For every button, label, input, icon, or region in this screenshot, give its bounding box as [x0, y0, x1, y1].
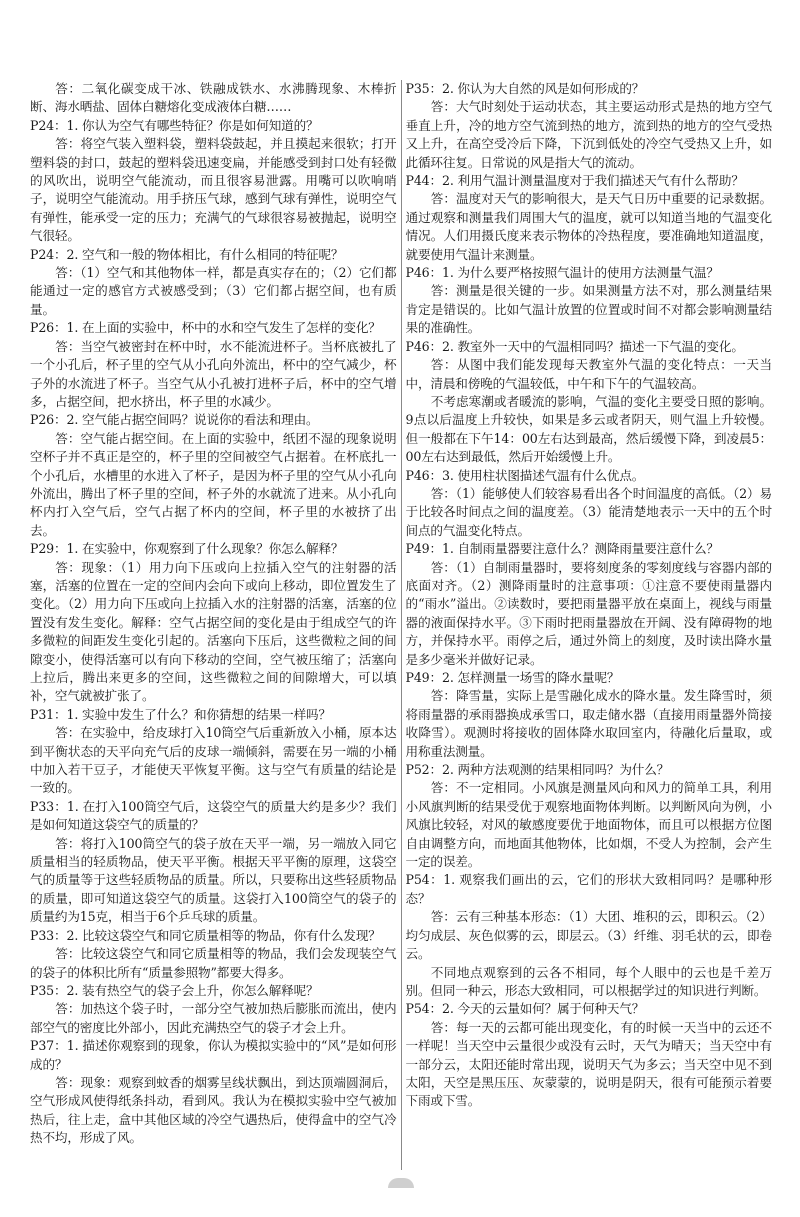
right-column: [402, 80, 773, 1170]
answer: 答：降雪量，实际上是雪融化成水的降水量。发生降雪时，须将雨量器的承雨器换成承雪口，取走储水器（直接用雨量器外筒接收降雪）。观测时将接收的固体降水取回室内，待融化后量取，或用称重法测量。: [405, 688, 772, 759]
answer: 答：空气能占据空间。在上面的实验中，纸团不湿的现象说明空杯子并不真正是空的，杯子里的空间被空气占据着。在杯底扎一个小孔后，水槽里的水进入了杯子，是因为杯子里的空气从小孔向外流出，腾出了杯子里的空间，杯子外的水就流了进来。从小孔向杯内打入空气后，空气占据了杯内的空间，杯子里的水被挤了出去。: [30, 430, 397, 538]
question: P35：2. 装有热空气的袋子会上升，你怎么解释呢？: [30, 982, 319, 998]
answer: 答：测量是很关键的一步。如果测量方法不对，那么测量结果肯定是错误的。比如气温计放置的位置或时间不对都会影响测量结果的准确性。: [405, 283, 772, 336]
question: P49：2. 怎样测量一场雪的降水量呢？: [405, 670, 620, 685]
answer: 答：将打入100筒空气的袋子放在天平一端，另一端放入同它质量相当的轻质物品，使天平平衡。根据天平平衡的原理，这袋空气的质量等于这些轻质物品的质量。所以，只要称出这些轻质物品的质量，即可知道这袋空气的质量。这袋打入100筒空气的袋子的质量约为15克，相当于6个乒乓球的质量。: [30, 835, 397, 925]
answer: 答：将空气装入塑料袋，塑料袋鼓起，并且摸起来很软；打开塑料袋的封口，鼓起的塑料袋迅速变扁，并能感受到封口处有轻微的风吹出，说明空气能流动，而且很容易泄露。用嘴可以吹响哨子，说明空气能流动。用手挤压气球，感到气球有弹性，说明空气有弹性，能承受一定的压力；充满气的气球很容易被抛起，说明空气很轻。: [30, 136, 397, 244]
question: P33：2. 比较这袋空气和同它质量相等的物品，你有什么发现？: [30, 927, 381, 943]
answer: 答：（1）自制雨量器时，要将刻度条的零刻度线与容器内部的底面对齐。（2）测降雨量时的注意事项：①注意不要使雨量器内的“雨水”溢出。②读数时，要把雨量器平放在桌面上，视线与雨量器的液面保持水平。③下雨时把雨量器放在开阔、没有障碍物的地方，并保持水平。雨停之后，通过外筒上的刻度，及时读出降水量是多少毫米并做好记录。: [405, 559, 772, 667]
answer: 答：加热这个袋子时，一部分空气被加热后膨胀而流出，使内部空气的密度比外部小，因此充满热空气的袋子才会上升。: [30, 1001, 397, 1035]
answer: 答：温度对天气的影响很大，是天气日历中重要的记录数据。通过观察和测量我们周围大气的温度，就可以知道当地的气温变化情况。人们用摄氏度来表示物体的冷热程度，要准确地知道温度，就要使用气温计来测量。: [405, 191, 772, 262]
question: P31：1. 实验中发生了什么？和你猜想的结果一样吗？: [30, 706, 331, 722]
answer: 答：比较这袋空气和同它质量相等的物品，我们会发现装空气的袋子的体积比所有“质量参照物”都要大得多。: [30, 946, 397, 980]
answer: 答：大气时刻处于运动状态，其主要运动形式是热的地方空气垂直上升，冷的地方空气流到热的地方，流到热的地方的空气受热又上升，在高空受冷后下降，下沉到低处的冷空气受热又上升，如此循环往复。日常说的风是指大气的流动。: [405, 99, 772, 170]
question: P54：1. 观察我们画出的云，它们的形状大致相同吗？是哪种形态？: [405, 872, 772, 906]
answer: 答：从图中我们能发现每天教室外气温的变化特点：一天当中，清晨和傍晚的气温较低，中午和下午的气温较高。: [405, 357, 772, 391]
question: P24：2. 空气和一般的物体相比，有什么相同的特征呢？: [30, 246, 344, 262]
page-marker: [388, 1178, 414, 1188]
answer-page: [30, 80, 772, 1170]
answer: 答：现象：（1）用力向下压或向上拉插入空气的注射器的活塞，活塞的位置在一定的空间内会向下或向上移动，即位置发生了变化。（2）用力向下压或向上拉插入水的注射器的活塞，活塞的位置没有发生变化。解释：空气占据空间的变化是由于组成空气的许多微粒的间距发生变化引起的。活塞向下压后，这些微粒之间的间隙变小，使得活塞可以有向下移动的空间，空气被压缩了；活塞向上拉后，腾出来更多的空间，这些微粒之间的间隙增大，可以填补，空气就被扩张了。: [30, 559, 397, 704]
question: P37：1. 描述你观察到的现象，你认为模拟实验中的“风”是如何形成的？: [30, 1038, 397, 1072]
answer: 答：（1）空气和其他物体一样，都是真实存在的；（2）它们都能通过一定的感官方式被感受到；（3）它们都占据空间，也有质量。: [30, 265, 397, 317]
answer: 答：现象：观察到蚊香的烟雾呈线状飘出，到达顶端圆洞后，空气形成风使得纸条抖动，看到风。我认为在模拟实验中空气被加热后，往上走，盒中其他区域的冷空气遇热后，使得盒中的空气冷热不均，形成了风。: [30, 1074, 397, 1146]
paragraph: 不同地点观察到的云各不相同，每个人眼中的云也是千差万别。但同一种云，形态大致相同，可以根据学过的知识进行判断。: [405, 964, 772, 998]
question: P26：1. 在上面的实验中，杯中的水和空气发生了怎样的变化？: [30, 320, 381, 336]
question: P44：2. 利用气温计测量温度对于我们描述天气有什么帮助？: [405, 173, 744, 189]
answer: 答：二氧化碳变成干冰、铁融成铁水、水沸腾现象、木棒折断、海水晒盐、固体白糖熔化变成液体白糖……: [30, 81, 397, 115]
question: P52：2. 两种方法观测的结果相同吗？为什么？: [405, 762, 670, 778]
question: P49：1. 自制雨量器要注意什么？测降雨量要注意什么？: [405, 541, 719, 557]
answer: 答：不一定相同。小风旗是测量风向和风力的简单工具，利用小风旗判断的结果受优于观察地面物体判断。以判断风向为例，小风旗比较轻，对风的敏感度要优于地面物体，而且可以根据方位图自由调整方向，而地面其他物体，比如烟，不受人为控制，会产生一定的误差。: [405, 780, 772, 870]
paragraph: 不考虑寒潮或者暖流的影响，气温的变化主要受日照的影响。9点以后温度上升较快，如果是多云或者阴天，则气温上升较慢。但一般都在下午14：00左右达到最高，然后缓慢下降，到凌晨5：00左右达到最低，然后开始缓慢上升。: [405, 393, 772, 465]
question: P26：2. 空气能占据空间吗？说说你的看法和理由。: [30, 412, 319, 428]
question: P33：1. 在打入100筒空气后，这袋空气的质量大约是多少？我们是如何知道这袋空气的质量的？: [30, 798, 397, 833]
answer: 答：当空气被密封在杯中时，水不能流进杯子。当杯底被扎了一个小孔后，杯子里的空气从小孔向外流出，杯中的空气减少，杯子外的水流进了杯子。当空气从小孔被打进杯子后，杯中的空气增多，占据空间，把水挤出，杯子里的水减少。: [30, 338, 397, 409]
answer: 答：云有三种基本形态：（1）大团、堆积的云，即积云。（2）均匀成层、灰色似雾的云，即层云。（3）纤维、羽毛状的云，即卷云。: [405, 909, 772, 962]
answer: 答：每一天的云都可能出现变化，有的时候一天当中的云还不一样呢！当天空中云量很少或没有云时，天气为晴天；当天空中有一部分云，太阳还能时常出现，说明天气为多云；当天空中见不到太阳，天空是黑压压、灰蒙蒙的，说明是阴天，很有可能预示着要下雨或下雪。: [405, 1019, 772, 1109]
question: P54：2. 今天的云量如何？属于何种天气？: [405, 1001, 645, 1017]
question: P29：1. 在实验中，你观察到了什么现象？你怎么解释？: [30, 541, 344, 557]
question: P46：1. 为什么要严格按照气温计的使用方法测量气温？: [405, 265, 719, 281]
question: P24：1. 你认为空气有哪些特征？你是如何知道的？: [30, 117, 319, 133]
question: P46：3. 使用柱状图描述气温有什么优点。: [405, 467, 645, 483]
left-column: [30, 80, 402, 1170]
answer: 答：在实验中，给皮球打入10筒空气后重新放入小桶，原本达到平衡状态的天平向充气后的皮球一端倾斜，需要在另一端的小桶中加入若干豆子，才能使天平恢复平衡。这与空气有质量的结论是一致的。: [30, 725, 397, 796]
question: P46：2. 教室外一天中的气温相同吗？描述一下气温的变化。: [405, 338, 744, 354]
question: P35：2. 你认为大自然的风是如何形成的？: [405, 81, 645, 96]
answer: 答：（1）能够使人们较容易看出各个时间温度的高低。（2）易于比较各时间点之间的温度差。（3）能清楚地表示一天中的五个时间点的气温变化特点。: [405, 485, 772, 538]
